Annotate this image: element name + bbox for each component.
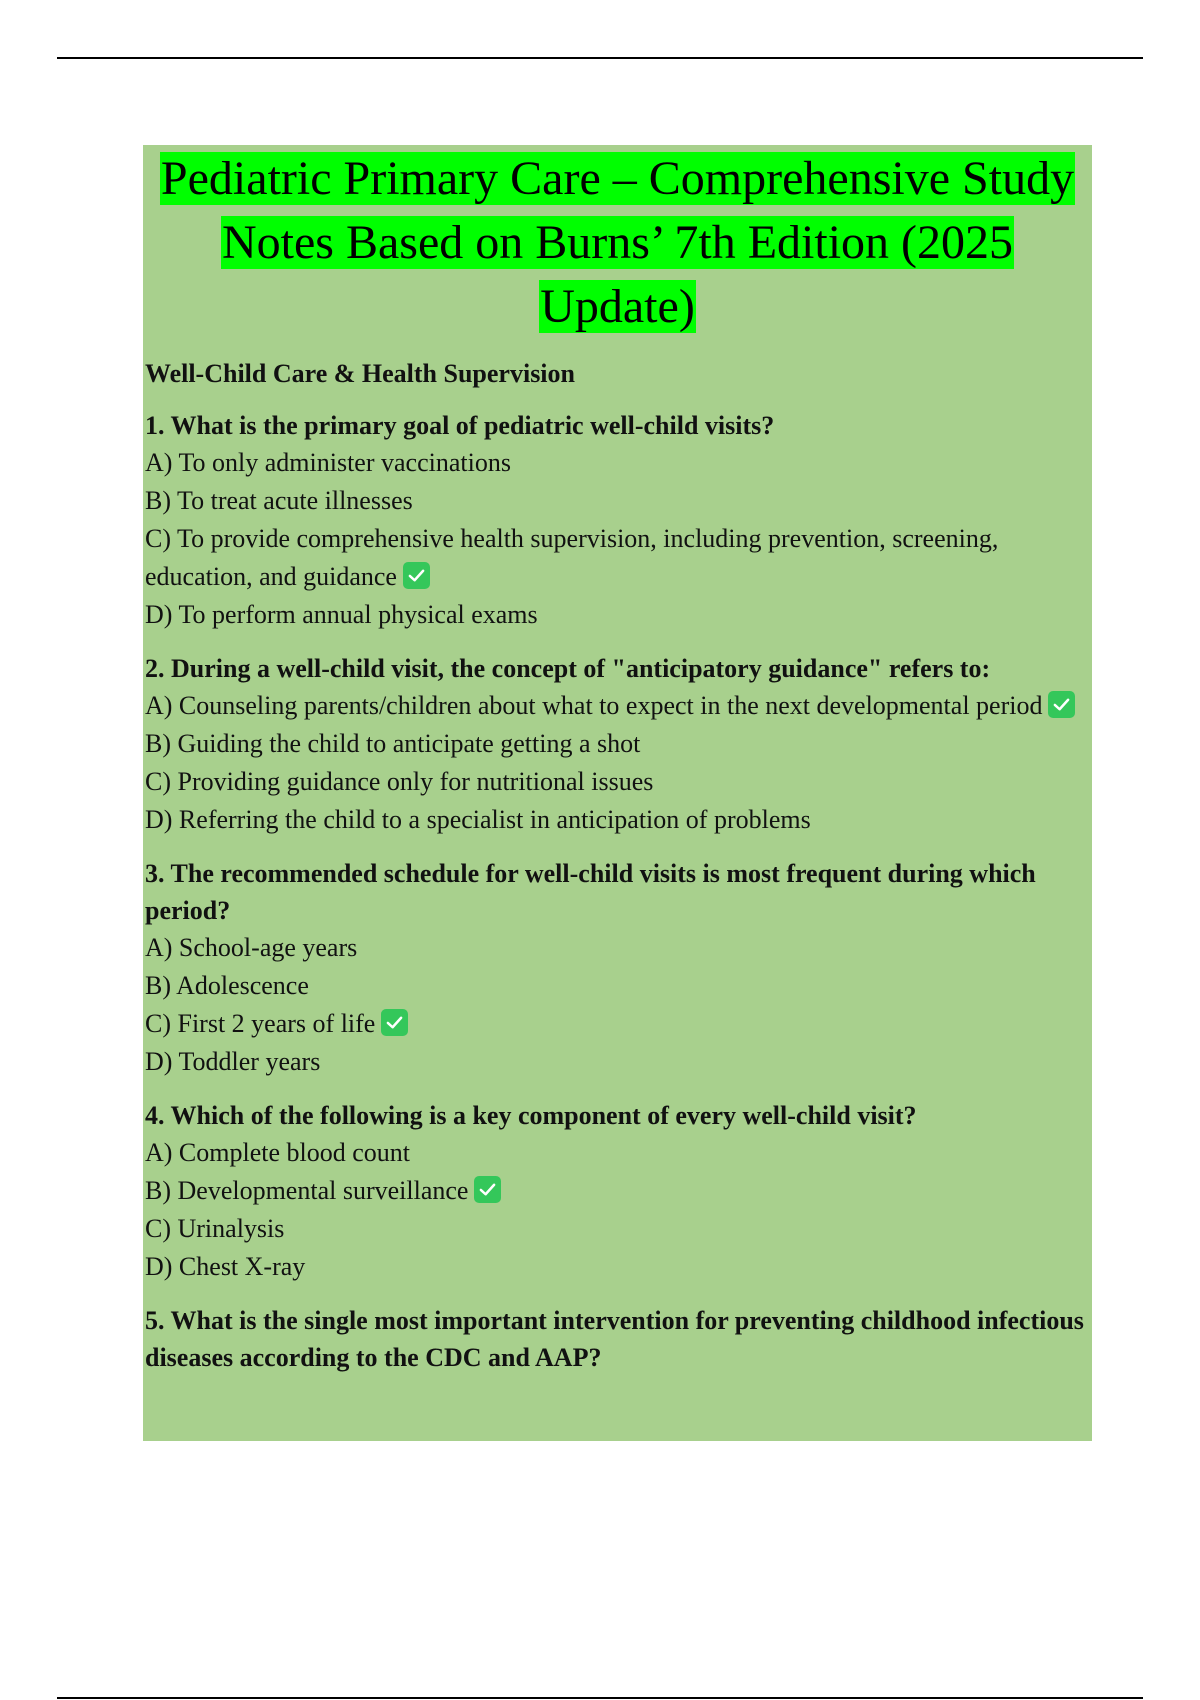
option-text: A) Counseling parents/children about what to expect in the next developmental period	[145, 691, 1043, 720]
top-rule	[57, 57, 1143, 59]
document-title	[143, 145, 1092, 339]
option-b: B) To treat acute illnesses	[145, 486, 413, 515]
option-a: A) School-age years	[145, 933, 358, 962]
option-c	[145, 1005, 1088, 1043]
option-a: A) To only administer vaccinations	[145, 448, 511, 477]
correct-answer-check-icon	[1048, 691, 1075, 718]
title-line-1: Pediatric Primary Care – Comprehensive Study	[160, 152, 1075, 205]
correct-answer-check-icon	[403, 562, 430, 589]
question-text: 3. The recommended schedule for well-child visits is most frequent during which period?	[145, 859, 1036, 925]
option-b	[145, 1172, 1088, 1210]
study-notes-panel	[143, 145, 1092, 1441]
option-b: B) Guiding the child to anticipate getting a shot	[145, 729, 641, 758]
title-line-3: Update)	[540, 280, 695, 333]
question-2	[145, 650, 1088, 839]
option-text: B) Developmental surveillance	[145, 1176, 469, 1205]
question-text: 5. What is the single most important intervention for preventing childhood infectious diseases according to the CDC and AAP?	[145, 1306, 1084, 1372]
question-text: 4. Which of the following is a key component of every well-child visit?	[145, 1101, 917, 1130]
section-heading: Well-Child Care & Health Supervision	[145, 359, 575, 388]
question-1	[145, 407, 1088, 634]
question-3	[145, 855, 1088, 1081]
option-c: C) Providing guidance only for nutritional issues	[145, 767, 654, 796]
question-text: 1. What is the primary goal of pediatric well-child visits?	[145, 411, 775, 440]
option-d: D) To perform annual physical exams	[145, 600, 538, 629]
correct-answer-check-icon	[474, 1176, 501, 1203]
question-4	[145, 1097, 1088, 1286]
option-a	[145, 687, 1088, 725]
option-c: C) Urinalysis	[145, 1214, 285, 1243]
option-d: D) Chest X-ray	[145, 1252, 306, 1281]
option-text: C) To provide comprehensive health supervision, including prevention, screening, education, and guidance	[145, 524, 999, 591]
option-d: D) Referring the child to a specialist in anticipation of problems	[145, 805, 811, 834]
option-text: C) First 2 years of life	[145, 1009, 376, 1038]
option-d: D) Toddler years	[145, 1047, 321, 1076]
option-c	[145, 520, 1088, 596]
question-5	[145, 1302, 1088, 1376]
title-line-2: Notes Based on Burns’ 7th Edition (2025	[221, 216, 1014, 269]
option-a: A) Complete blood count	[145, 1138, 411, 1167]
correct-answer-check-icon	[381, 1009, 408, 1036]
option-b: B) Adolescence	[145, 971, 309, 1000]
question-text: 2. During a well-child visit, the concept of "anticipatory guidance" refers to:	[145, 654, 991, 683]
bottom-rule	[57, 1697, 1143, 1699]
